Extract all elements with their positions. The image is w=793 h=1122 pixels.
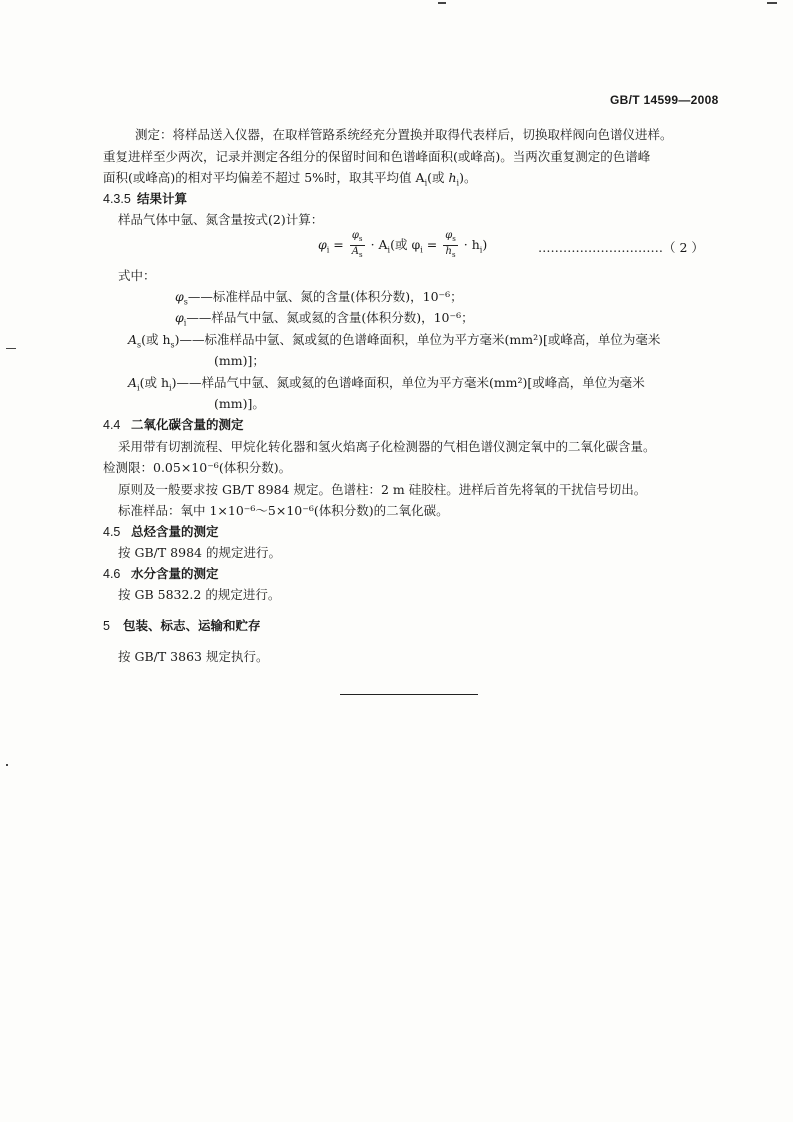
section-5-heading: 5 包装、标志、运输和贮存 xyxy=(103,618,261,633)
formula-fraction-2: $\frac{\varphi_s}{h_s}$ xyxy=(445,230,456,259)
section-4-5-body: 按 GB/T 8984 的规定进行。 xyxy=(118,545,281,560)
variable-A-s: $A_s$(或 $h_s)——$标准样品中氩、氮或氦的色谱峰面积，单位为平方毫米(mm²)[或峰高，单位为毫米 xyxy=(128,332,661,350)
measurement-paragraph-line1: 测定：将样品送入仪器，在取样管路系统经充分置换并取得代表样后，切换取样阀向色谱仪进样。 xyxy=(135,127,673,142)
section-4-4-para1: 采用带有切割流程、甲烷化转化器和氢火焰离子化检测器的气相色谱仪测定氧中的二氧化碳含量。 xyxy=(118,439,656,454)
document-number: GB/T 14599—2008 xyxy=(610,93,719,107)
variable-A-s-cont: (mm)]； xyxy=(214,353,265,368)
section-4-5-heading: 4.5 总烃含量的测定 xyxy=(103,524,219,539)
formula-2: $\varphi_i$ = $\frac{\varphi_s}{A_s}$ · $A_i$(或 $\varphi_i$ = $\frac{\varphi_s}{h_s}$ · $h_i$) xyxy=(318,230,488,259)
section-4-4-para2: 原则及一般要求按 GB/T 8984 规定。色谱柱：2 m 硅胶柱。进样后首先将氧的干扰信号切出。 xyxy=(118,482,647,497)
scan-speck xyxy=(767,2,777,4)
section-4-4-heading: 4.4 二氧化碳含量的测定 xyxy=(103,417,244,432)
section-4-3-5-heading: 4.3.5 结果计算 xyxy=(103,191,188,206)
variable-phi-s: $\varphi_s——$标准样品中氩、氮的含量(体积分数)，10⁻⁶； xyxy=(175,289,463,307)
scan-speck xyxy=(438,2,446,4)
measurement-paragraph-line2: 重复进样至少两次，记录并测定各组分的保留时间和色谱峰面积(或峰高)。当两次重复测定的色谱峰 xyxy=(103,149,651,164)
scan-speck xyxy=(6,348,16,349)
calc-intro: 样品气体中氩、氮含量按式(2)计算： xyxy=(118,212,324,227)
formula-fraction-1: $\frac{\varphi_s}{A_s}$ xyxy=(351,230,363,259)
section-4-6-body: 按 GB 5832.2 的规定进行。 xyxy=(118,587,281,602)
variable-A-i: $A_i$(或 $h_i)——$样品气中氩、氮或氦的色谱峰面积，单位为平方毫米(mm²)[或峰高，单位为毫米 xyxy=(128,375,645,393)
section-4-6-heading: 4.6 水分含量的测定 xyxy=(103,566,219,581)
section-4-4-para3: 标准样品：氧中 1×10⁻⁶～5×10⁻⁶(体积分数)的二氧化碳。 xyxy=(118,503,449,518)
variable-phi-i: $\varphi_i——$样品气中氩、氮或氦的含量(体积分数)，10⁻⁶； xyxy=(175,310,474,328)
formula-number: …………………………（ 2 ） xyxy=(538,240,704,255)
section-4-4-para1b: 检测限：0.05×10⁻⁶(体积分数)。 xyxy=(103,460,292,475)
scan-speck xyxy=(6,764,8,766)
where-label: 式中： xyxy=(118,268,156,283)
measurement-paragraph-line3: 面积(或峰高)的相对平均偏差不超过 5%时，取其平均值 $A_i$(或 $h_i$)。 xyxy=(103,170,477,188)
end-of-document-rule xyxy=(340,694,478,695)
section-5-body: 按 GB/T 3863 规定执行。 xyxy=(118,649,269,664)
variable-A-i-cont: (mm)]。 xyxy=(214,396,265,411)
